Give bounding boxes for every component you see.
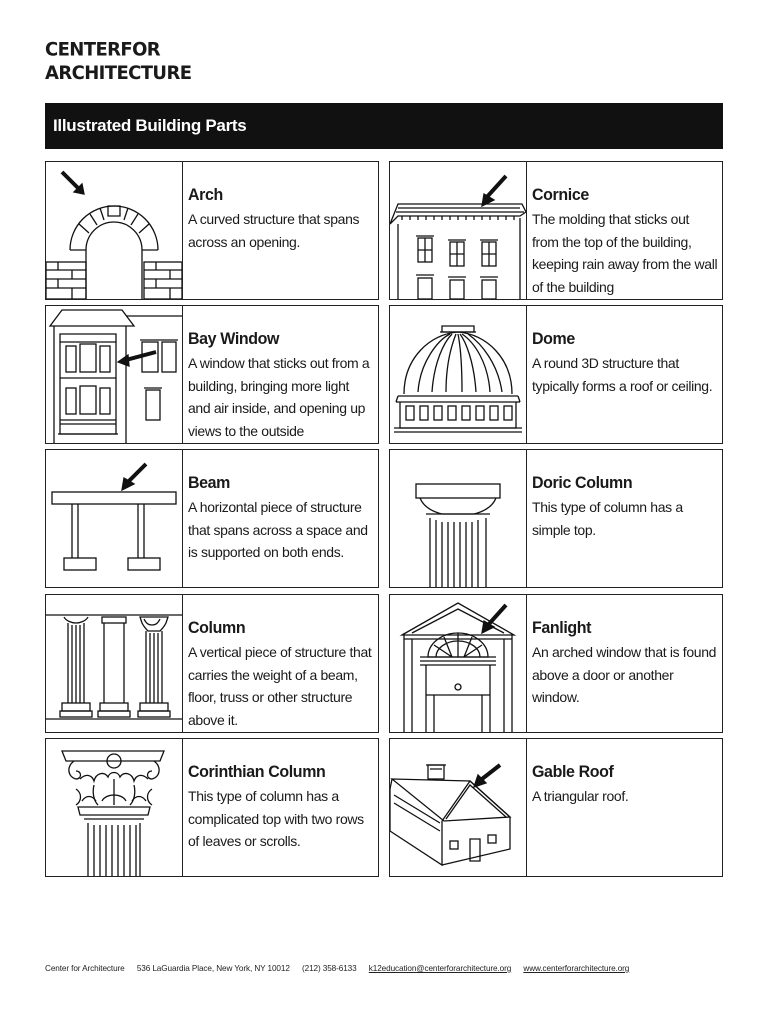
card-title: Gable Roof [532,762,614,781]
card-title: Bay Window [188,329,280,348]
card-fanlight [389,594,723,733]
card-description: A horizontal piece of structure that spans across a space and is supported on both ends. [188,499,368,560]
card-description: This type of column has a complicated top with two rows of leaves or scrolls. [188,788,364,849]
footer-website-link[interactable]: www.centerforarchitecture.org [523,964,630,973]
card-description: This type of column has a simple top. [532,499,683,538]
card-arch [45,161,379,300]
arch-icon [46,162,183,299]
card-title: Dome [532,329,575,348]
card-description: The molding that sticks out from the top of the building, keeping rain away from the wall of the building [532,211,718,295]
card-description: An arched window that is found above a door or another window. [532,644,717,705]
card-cornice [389,161,723,300]
logo-word-architecture: ARCHITECTURE [45,62,192,85]
card-corinthian-column [45,738,379,877]
card-gable-roof [389,738,723,877]
card-bay-window [45,305,379,444]
card-title: Corinthian Column [188,762,326,781]
logo-word-for: FOR [120,38,161,61]
corinthian-column-icon [46,739,183,876]
footer-phone: (212) 358-6133 [301,964,357,973]
card-description: A triangular roof. [532,788,629,804]
footer-email-link[interactable]: k12education@centerforarchitecture.org [368,964,512,973]
card-description: A window that sticks out from a building, bringing more light and air inside, and opening up views to the outside [188,355,370,439]
card-title: Doric Column [532,473,633,492]
page-title-banner [45,103,723,149]
fanlight-icon [390,595,527,732]
gable-roof-icon [390,739,527,876]
card-description: A curved structure that spans across an opening. [188,211,360,250]
card-title: Cornice [532,185,589,204]
card-beam [45,449,379,588]
footer [45,964,639,973]
card-title: Fanlight [532,618,592,637]
page-title: Illustrated Building Parts [53,116,247,135]
dome-icon [390,306,527,443]
beam-icon [46,450,183,587]
card-description: A round 3D structure that typically forms a roof or ceiling. [532,355,713,394]
column-icon [46,595,183,732]
logo [45,38,192,85]
card-title: Beam [188,473,231,492]
doric-column-icon [390,450,527,587]
card-description: A vertical piece of structure that carries the weight of a beam, floor, truss or other structure above it. [188,644,372,728]
bay-window-icon [46,306,183,443]
card-column [45,594,379,733]
cornice-icon [390,162,527,299]
card-title: Arch [188,185,223,204]
card-doric-column [389,449,723,588]
logo-word-center: CENTER [45,38,121,61]
footer-address: 536 LaGuardia Place, New York, NY 10012 [136,964,290,973]
card-dome [389,305,723,444]
footer-org: Center for Architecture [45,964,125,973]
card-title: Column [188,618,246,637]
